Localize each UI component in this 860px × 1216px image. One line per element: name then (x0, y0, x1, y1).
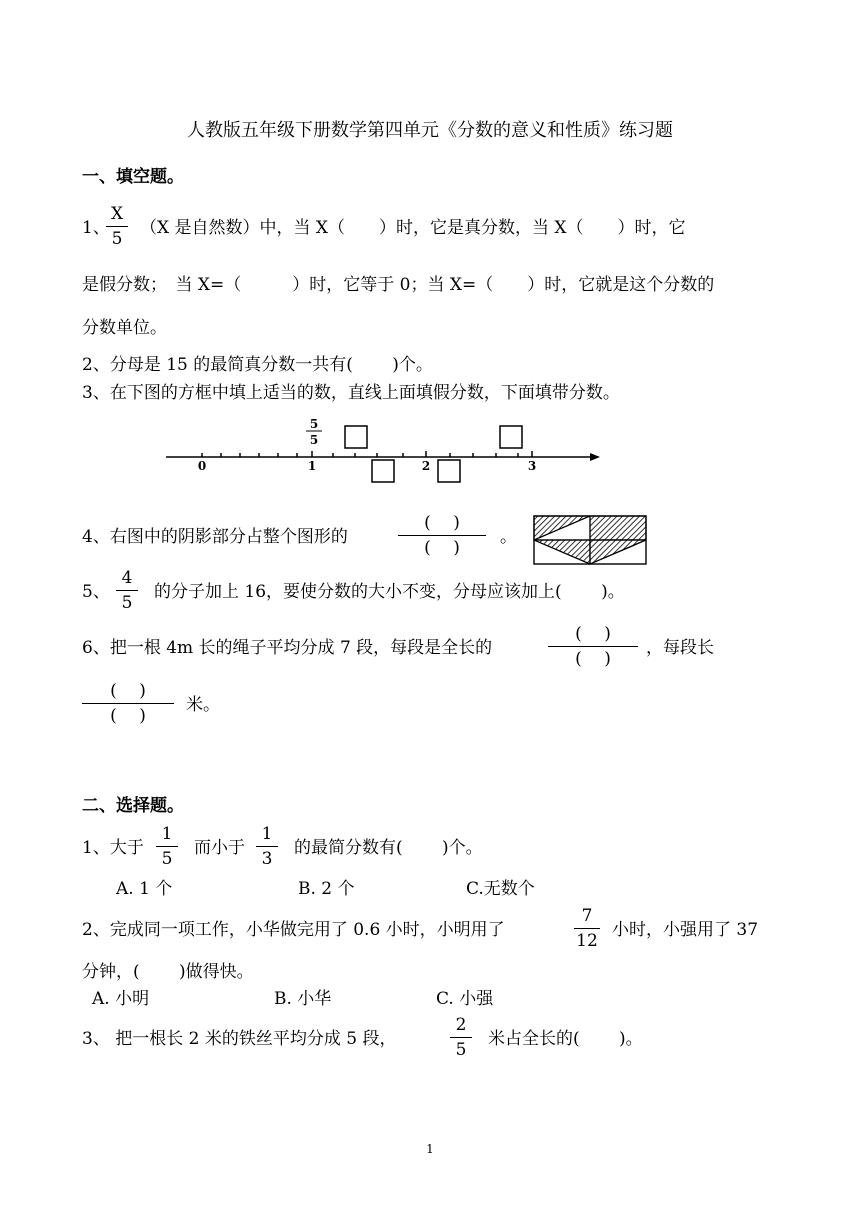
fraction-bar (256, 846, 278, 847)
answer-box-above-2 (500, 426, 522, 448)
fraction-bar (82, 703, 174, 704)
q5-fraction-denominator: 5 (121, 593, 133, 613)
s2-q2-fraction (574, 906, 600, 951)
fraction-bar (156, 846, 178, 847)
fraction-bar (548, 646, 638, 647)
q6-blank2-denominator: ( ) (110, 706, 146, 726)
s2-q1-fraction-2 (256, 824, 278, 869)
q3-text: 3、在下图的方框中填上适当的数，直线上面填假分数，下面填带分数。 (82, 383, 620, 403)
q1-line2: 是假分数； 当 X=（ ）时，它等于 0；当 X=（ ）时，它就是这个分数的 (82, 275, 715, 295)
s2-q1-option-b: B. 2 个 (298, 879, 355, 899)
s2-q1-f2-numerator: 1 (261, 824, 273, 844)
s2-q3-prefix: 3、 把一根长 2 米的铁丝平均分成 5 段， (82, 1029, 397, 1049)
q6-text: 6、把一根 4m 长的绳子平均分成 7 段，每段是全长的 (82, 638, 493, 658)
q6-blank2-numerator: ( ) (110, 681, 146, 701)
q1-fraction (106, 204, 128, 249)
q4-blank-denominator: ( ) (424, 538, 460, 558)
s2-q3-numerator: 2 (455, 1015, 467, 1035)
section-heading-fill-blank: 一、填空题。 (82, 167, 184, 187)
s2-q3-suffix: 米占全长的( )。 (488, 1029, 643, 1049)
s2-q1-option-a: A. 1 个 (116, 879, 173, 899)
line-fraction-denominator: 5 (309, 433, 319, 447)
fraction-bar (574, 928, 600, 929)
tick-label-2: 2 (421, 459, 431, 473)
q5-text: 的分子加上 16，要使分数的大小不变，分母应该加上( )。 (154, 582, 625, 602)
s2-q1-suffix: 的最简分数有( )个。 (294, 838, 483, 858)
q6-blank1-denominator: ( ) (575, 649, 611, 669)
q4-text: 4、右图中的阴影部分占整个图形的 (82, 527, 348, 547)
arrow-head-icon (590, 453, 600, 461)
fraction-bar (398, 535, 486, 536)
s2-q2-prefix: 2、完成同一项工作，小华做完用了 0.6 小时，小明用了 (82, 920, 505, 940)
s2-q2-denominator: 12 (576, 931, 598, 951)
q4-end: 。 (500, 527, 517, 547)
section-heading-choice: 二、选择题。 (82, 796, 184, 816)
s2-q1-f1-numerator: 1 (161, 824, 173, 844)
tick-label-3: 3 (527, 459, 537, 473)
q6-text2: ，每段长 (646, 638, 714, 658)
s2-q2-suffix: 小时，小强用了 37 (612, 920, 759, 940)
number-line-ticks (202, 451, 532, 457)
tick-label-1: 1 (307, 459, 317, 473)
fraction-bar (106, 226, 128, 227)
q5-number: 5、 (82, 582, 110, 602)
shaded-rectangle-figure (530, 512, 652, 568)
q4-answer-blank (398, 513, 486, 558)
s2-q1-mid: 而小于 (194, 838, 245, 858)
fraction-bar (116, 590, 138, 591)
q5-fraction (116, 568, 138, 613)
q6-unit: 米。 (186, 695, 220, 715)
s2-q1-option-c: C.无数个 (466, 879, 535, 899)
q1-number: 1、 (82, 218, 110, 238)
q6-blank1-numerator: ( ) (575, 624, 611, 644)
answer-box-above-1 (345, 426, 367, 448)
s2-q3-denominator: 5 (455, 1040, 467, 1060)
answer-box-below-2 (438, 460, 460, 482)
q1-fraction-denominator: 5 (111, 229, 123, 249)
tick-label-0: 0 (197, 459, 207, 473)
s2-q2-option-b: B. 小华 (274, 989, 332, 1009)
s2-q2-option-c: C. 小强 (436, 989, 494, 1009)
q1-fraction-numerator: X (110, 204, 124, 224)
s2-q2-option-a: A. 小明 (92, 989, 150, 1009)
s2-q2-numerator: 7 (581, 906, 593, 926)
q4-blank-numerator: ( ) (424, 513, 460, 533)
s2-q1-prefix: 1、大于 (82, 838, 144, 858)
q2-text: 2、分母是 15 的最简真分数一共有( )个。 (82, 355, 433, 375)
s2-q1-f1-denominator: 5 (161, 849, 173, 869)
q5-fraction-numerator: 4 (121, 568, 133, 588)
number-line-diagram (160, 412, 610, 487)
page-title: 人教版五年级下册数学第四单元《分数的意义和性质》练习题 (187, 120, 673, 141)
s2-q3-fraction (450, 1015, 472, 1060)
q6-answer-blank-2 (82, 681, 174, 726)
page-number: 1 (426, 1142, 434, 1156)
s2-q2-line2: 分钟，( )做得快。 (82, 962, 254, 982)
answer-box-below-1 (372, 460, 394, 482)
q6-answer-blank-1 (548, 624, 638, 669)
s2-q1-f2-denominator: 3 (261, 849, 273, 869)
q1-line1: （X 是自然数）中，当 X（ ）时，它是真分数，当 X（ ）时，它 (140, 218, 686, 238)
q1-line3: 分数单位。 (82, 318, 167, 338)
fraction-bar (450, 1037, 472, 1038)
s2-q1-fraction-1 (156, 824, 178, 869)
line-fraction-numerator: 5 (309, 417, 319, 431)
